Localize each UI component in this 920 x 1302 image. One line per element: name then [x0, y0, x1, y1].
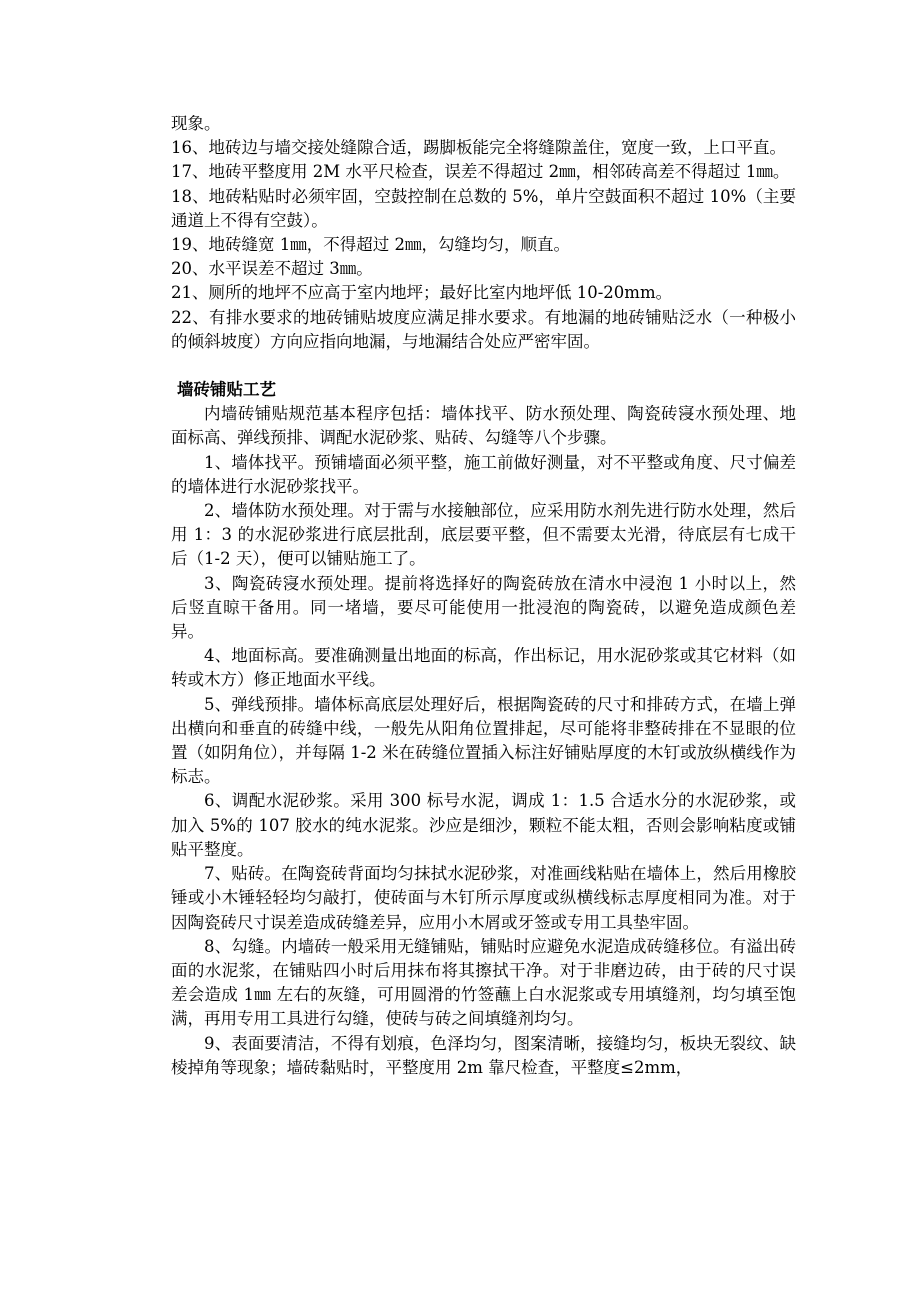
section-paragraph: 8、勾缝。内墙砖一般采用无缝铺贴，铺贴时应避免水泥造成砖缝移位。有溢出砖面的水泥浆，在铺贴四小时后用抹布将其擦拭干净。对于非磨边砖，由于砖的尺寸误差会造成 1㎜ 左右的灰缝，可用圆滑的竹签蘸上白水泥浆或专用填缝剂，均匀填至饱满，再用专用工具进行勾缝，使砖与砖之间填缝剂均匀。 [171, 936, 796, 1029]
section-paragraph: 4、地面标高。要准确测量出地面的标高，作出标记，用水泥砂浆或其它材料（如转或木方）修正地面水平线。 [171, 646, 796, 690]
list-item: 16、地砖边与墙交接处缝隙合适，踢脚板能完全将缝隙盖住，宽度一致，上口平直。 [171, 138, 786, 158]
section-title: 墙砖铺贴工艺 [177, 380, 276, 400]
section-spacer [171, 354, 796, 378]
list-item: 19、地砖缝宽 1㎜，不得超过 2㎜，勾缝均匀，顺直。 [171, 235, 570, 255]
section-paragraph: 9、表面要清洁，不得有划痕，色泽均匀，图案清晰，接缝均匀，板块无裂纹、缺棱掉角等现象；墙砖黏贴时，平整度用 2m 靠尺检查，平整度≤2mm， [171, 1033, 796, 1077]
list-item: 20、水平误差不超过 3㎜。 [171, 259, 373, 279]
list-item: 现象。 [171, 114, 221, 133]
document-body [171, 112, 796, 1080]
list-item: 22、有排水要求的地砖铺贴坡度应满足排水要求。有地漏的地砖铺贴泛水（一种极小的倾斜坡度）方向应指向地漏，与地漏结合处应严密牢固。 [171, 307, 796, 351]
section-paragraph: 2、墙体防水预处理。对于需与水接触部位，应采用防水剂先进行防水处理，然后用 1：3 的水泥砂浆进行底层批刮，底层要平整，但不需要太光滑，待底层有七成干后（1-2 天），便可以铺贴施工了。 [171, 501, 796, 569]
section-paragraph: 5、弹线预排。墙体标高底层处理好后，根据陶瓷砖的尺寸和排砖方式，在墙上弹出横向和垂直的砖缝中线，一般先从阳角位置排起，尽可能将非整砖排在不显眼的位置（如阴角位），并每隔 1-2 米在砖缝位置插入标注好铺贴厚度的木钉或放纵横线作为标志。 [171, 694, 796, 787]
section-paragraph: 7、贴砖。在陶瓷砖背面均匀抹拭水泥砂浆，对准画线粘贴在墙体上，然后用橡胶锤或小木锤轻轻均匀敲打，使砖面与木钉所示厚度或纵横线标志厚度相同为准。对于因陶瓷砖尺寸误差造成砖缝差异，应用小木屑或牙签或专用工具垫牢固。 [171, 864, 796, 932]
list-item: 18、地砖粘贴时必须牢固，空鼓控制在总数的 5%，单片空鼓面积不超过 10%（主要通道上不得有空鼓）。 [171, 186, 796, 230]
section-paragraph: 6、调配水泥砂浆。采用 300 标号水泥，调成 1：1.5 合适水分的水泥砂浆，或加入 5%的 107 胶水的纯水泥浆。沙应是细沙，颗粒不能太粗，否则会影响粘度或铺贴平整度。 [171, 791, 796, 859]
section-paragraph: 1、墙体找平。预铺墙面必须平整，施工前做好测量，对不平整或角度、尺寸偏差的墙体进行水泥砂浆找平。 [171, 452, 796, 496]
section-paragraph: 内墙砖铺贴规范基本程序包括：墙体找平、防水预处理、陶瓷砖寖水预处理、地面标高、弹线预排、调配水泥砂浆、贴砖、勾缝等八个步骤。 [171, 404, 796, 448]
section-paragraph: 3、陶瓷砖寖水预处理。提前将选择好的陶瓷砖放在清水中浸泡 1 小时以上，然后竖直晾干备用。同一堵墙，要尽可能使用一批浸泡的陶瓷砖，以避免造成颜色差异。 [171, 573, 796, 642]
list-item: 21、厕所的地坪不应高于室内地坪；最好比室内地坪低 10-20mm。 [171, 283, 673, 303]
list-item: 17、地砖平整度用 2M 水平尺检查，误差不得超过 2㎜，相邻砖高差不得超过 1㎜。 [171, 162, 790, 182]
